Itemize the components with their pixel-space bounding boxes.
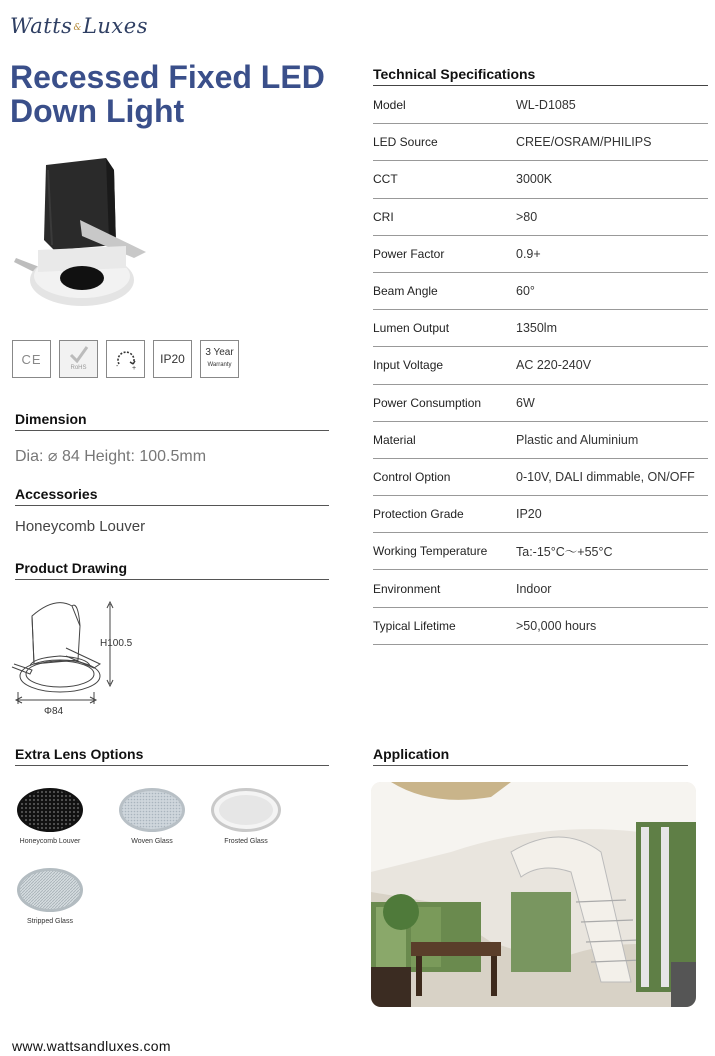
specs-table [373,87,708,645]
spec-row-material: Material Plastic and Aluminium [373,422,708,459]
drawing-dia-label: Φ84 [44,706,64,716]
spec-row-cri: CRI >80 [373,199,708,236]
svg-text:+: + [131,365,136,372]
woven-glass-lens-icon [118,786,186,834]
spec-row-beam-angle: Beam Angle 60° [373,273,708,310]
honeycomb-lens-icon [16,786,84,834]
spec-row-model: Model WL-D1085 [373,87,708,124]
accessories-text: Honeycomb Louver [15,518,146,535]
website-link[interactable]: www.wattsandluxes.com [12,1038,171,1054]
page-title: Recessed Fixed LED Down Light [10,59,325,129]
logo-amp: & [73,22,82,33]
dimension-text: Dia: ⌀ 84 Height: 100.5mm [15,448,207,465]
spec-row-power-factor: Power Factor 0.9+ [373,236,708,273]
spec-row-control-option: Control Option 0-10V, DALI dimmable, ON/OFF [373,459,708,496]
lens-honeycomb-louver: Honeycomb Louver [14,786,86,845]
application-photo [371,782,696,1007]
product-drawing [10,596,150,716]
svg-text:-: - [115,363,118,370]
spec-row-led-source: LED Source CREE/OSRAM/PHILIPS [373,124,708,161]
rohs-icon: RoHS [59,340,98,378]
product-drawing-heading: Product Drawing [15,560,329,580]
accessories-heading: Accessories [15,486,329,506]
lens-frosted-glass: Frosted Glass [208,786,284,845]
brand-logo [10,14,148,38]
lens-stripped-glass: Stripped Glass [14,866,86,925]
ip20-badge: IP20 [153,340,192,378]
spec-row-lumen-output: Lumen Output 1350lm [373,310,708,347]
spec-row-environment: Environment Indoor [373,570,708,607]
lens-options-heading: Extra Lens Options [15,746,329,766]
specs-heading: Technical Specifications [373,66,708,86]
spec-row-working-temperature: Working Temperature Ta:-15°C～+55°C [373,533,708,570]
certification-row [12,340,239,378]
ce-icon: CE [12,340,51,378]
logo-right: Luxes [82,14,148,38]
dimension-heading: Dimension [15,411,329,431]
stripped-glass-lens-icon [16,866,84,914]
spec-row-power-consumption: Power Consumption 6W [373,385,708,422]
spec-row-protection-grade: Protection Grade IP20 [373,496,708,533]
dimmable-icon [106,340,145,378]
lens-woven-glass: Woven Glass [116,786,188,845]
product-image [14,150,164,315]
spec-row-typical-lifetime: Typical Lifetime >50,000 hours [373,608,708,645]
logo-left: Watts [10,14,73,38]
frosted-glass-lens-icon [210,786,282,834]
spec-row-input-voltage: Input Voltage AC 220-240V [373,347,708,384]
application-heading: Application [373,746,688,766]
warranty-badge: 3 Year Warranty [200,340,239,378]
drawing-height-label: H100.5 [100,638,133,649]
spec-row-cct: CCT 3000K [373,161,708,198]
